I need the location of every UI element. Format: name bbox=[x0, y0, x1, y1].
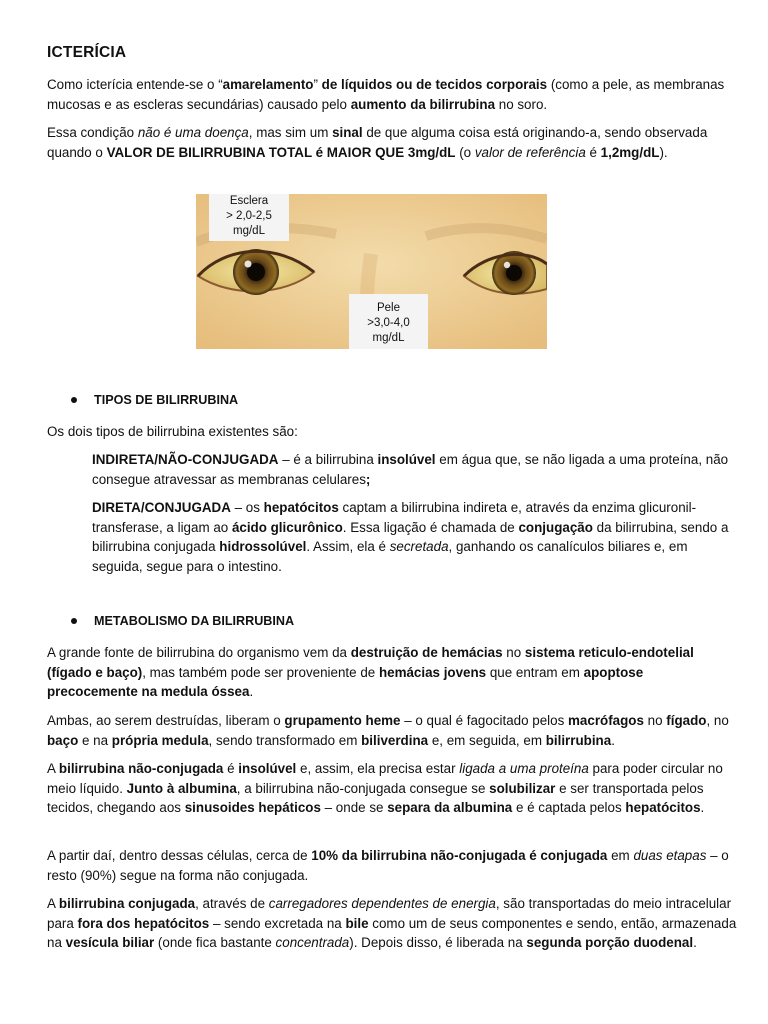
page-title: ICTERÍCIA bbox=[47, 44, 127, 61]
bold-text-run: 10% da bilirrubina não-conjugada é conjugada bbox=[311, 848, 608, 863]
metabolism-paragraph-1 bbox=[47, 643, 737, 702]
text-run: é bbox=[585, 144, 601, 160]
bold-text-run: grupamento heme bbox=[284, 713, 401, 728]
text-run: (onde fica bastante bbox=[154, 935, 276, 950]
text-run: (como a pele, as membranas mucosas e as escleras secundárias) causado pelo bbox=[47, 77, 725, 112]
text-run: no soro. bbox=[495, 96, 548, 112]
text-run: . bbox=[693, 935, 697, 950]
section-heading-tipos-text: TIPOS DE BILIRRUBINA bbox=[94, 393, 239, 407]
text-run: A bbox=[47, 761, 59, 776]
text-run: é bbox=[223, 761, 239, 776]
section-heading-metabolismo bbox=[70, 614, 294, 628]
text-run: , ganhando os canalículos biliares e, em seguida, segue para o intestino. bbox=[92, 539, 688, 574]
text-run: e na bbox=[78, 732, 112, 748]
text-run: , mas sim um bbox=[248, 125, 333, 140]
bold-text-run: baço bbox=[47, 732, 79, 748]
bold-text-run: hemácias jovens bbox=[378, 664, 487, 680]
bold-text-run: VALOR DE BILIRRUBINA TOTAL é MAIOR QUE 3mg/dL bbox=[106, 144, 456, 160]
sclera-label-unit: mg/dL bbox=[233, 225, 265, 237]
bullet-dot bbox=[71, 397, 77, 403]
section-heading-tipos bbox=[70, 393, 238, 407]
text-run: captam a bilirrubina indireta e, através da enzima glicuronil-transferase, a ligam ao bbox=[92, 500, 697, 535]
text-run: – é a bilirrubina bbox=[278, 452, 378, 467]
bold-text-run: hidrossolúvel bbox=[219, 539, 307, 554]
text-run: ” bbox=[313, 77, 322, 92]
skin-label-range: >3,0-4,0 bbox=[367, 317, 410, 329]
bold-text-run: macrófagos bbox=[568, 713, 644, 728]
text-run: que entram em bbox=[486, 664, 584, 680]
bold-text-run: destruição de hemácias bbox=[350, 645, 503, 660]
bold-text-run: ; bbox=[365, 471, 371, 487]
bold-text-run: fígado bbox=[666, 713, 707, 728]
skin-label-title: Pele bbox=[376, 302, 401, 314]
italic-text-run: carregadores dependentes de energia bbox=[268, 896, 496, 911]
bold-text-run: bilirrubina bbox=[545, 732, 612, 748]
skin-label-box bbox=[349, 294, 428, 349]
text-run: , no bbox=[706, 713, 729, 728]
section1-lead: Os dois tipos de bilirrubina existentes são: bbox=[47, 424, 298, 439]
text-run: e, assim, ela precisa estar bbox=[296, 761, 460, 776]
bold-text-run: conjugação bbox=[518, 519, 593, 535]
bold-text-run: ácido glicurônico bbox=[231, 519, 343, 535]
text-run: em bbox=[607, 848, 634, 863]
bold-text-run: DIRETA/CONJUGADA bbox=[92, 500, 231, 515]
section-heading-metabolismo-text: METABOLISMO DA BILIRRUBINA bbox=[94, 614, 295, 628]
intro-paragraph-1 bbox=[47, 75, 737, 114]
text-run: – o resto (90%) segue na forma não conjugada. bbox=[47, 848, 729, 883]
text-run: A grande fonte de bilirrubina do organismo vem da bbox=[47, 645, 351, 660]
text-run: (o bbox=[455, 144, 475, 160]
italic-text-run: não é uma doença bbox=[137, 125, 249, 140]
bold-text-run: hepatócitos bbox=[625, 800, 701, 815]
bold-text-run: bilirrubina não-conjugada bbox=[58, 761, 224, 776]
bold-text-run: insolúvel bbox=[377, 452, 436, 467]
text-run: Ambas, ao serem destruídas, liberam o bbox=[47, 713, 285, 728]
text-run: Como icterícia entende-se o “ bbox=[47, 77, 223, 92]
metabolism-paragraph-4 bbox=[47, 846, 737, 885]
text-run: , mas também pode ser proveniente de bbox=[142, 664, 379, 680]
text-run: da bilirrubina, sendo a bilirrubina conjugada bbox=[92, 519, 729, 554]
text-run: . Essa ligação é chamada de bbox=[342, 519, 519, 535]
text-run: no bbox=[502, 645, 525, 660]
sclera-label-title: Esclera bbox=[229, 195, 269, 207]
sclera-label-box bbox=[209, 194, 289, 241]
text-run: e ser transportada pelos tecidos, chegando aos bbox=[47, 780, 704, 815]
text-run: ). bbox=[659, 144, 668, 160]
text-run: , através de bbox=[195, 896, 269, 911]
text-run: – o qual é fagocitado pelos bbox=[400, 713, 569, 728]
text-run: , a bilirrubina não-conjugada consegue se bbox=[236, 780, 490, 796]
bold-text-run: bile bbox=[345, 915, 369, 931]
text-run: e é captada pelos bbox=[512, 800, 626, 815]
text-run: em água que, se não ligada a uma proteína, não consegue atravessar as membranas celulares bbox=[92, 452, 729, 487]
direta-definition bbox=[92, 498, 732, 576]
italic-text-run: valor de referência bbox=[474, 144, 586, 160]
bullet-dot bbox=[71, 618, 77, 624]
bold-text-run: sistema reticulo-endotelial (fígado e baço) bbox=[47, 645, 694, 680]
text-run: ). Depois disso, é liberada na bbox=[349, 935, 527, 950]
bold-text-run: própria medula bbox=[111, 732, 209, 748]
text-run: . bbox=[249, 684, 254, 699]
text-run: para poder circular no meio líquido. bbox=[47, 761, 723, 796]
text-run: – os bbox=[230, 500, 264, 515]
bold-text-run: fora dos hepatócitos bbox=[77, 915, 210, 931]
bold-text-run: de líquidos ou de tecidos corporais bbox=[321, 77, 548, 92]
bold-text-run: INDIRETA/NÃO-CONJUGADA bbox=[92, 452, 279, 467]
jaundice-eyes-image bbox=[196, 194, 547, 349]
bold-text-run: segunda porção duodenal bbox=[526, 935, 694, 950]
bold-text-run: vesícula biliar bbox=[65, 935, 155, 950]
sclera-label-range: > 2,0-2,5 bbox=[226, 210, 272, 222]
text-run: , sendo transformado em bbox=[208, 732, 362, 748]
italic-text-run: duas etapas bbox=[633, 848, 707, 863]
bold-text-run: bilirrubina conjugada bbox=[58, 896, 196, 911]
bold-text-run: solubilizar bbox=[489, 780, 556, 796]
bold-text-run: aumento da bilirrubina bbox=[350, 96, 496, 112]
text-run: A partir daí, dentro dessas células, cerca de bbox=[47, 848, 312, 863]
intro-paragraph-2 bbox=[47, 123, 737, 162]
text-run: . Assim, ela é bbox=[306, 539, 390, 554]
text-run: . bbox=[611, 732, 615, 748]
bold-text-run: Junto à albumina bbox=[126, 780, 237, 796]
metabolism-paragraph-2 bbox=[47, 711, 737, 750]
italic-text-run: secretada bbox=[389, 539, 449, 554]
bold-text-run: insolúvel bbox=[238, 761, 297, 776]
indireta-definition bbox=[92, 450, 732, 489]
text-run: , são transportadas do meio intracelular para bbox=[47, 896, 732, 931]
text-run: como um de seus componentes e sendo, então, armazenada na bbox=[47, 915, 737, 950]
bold-text-run: apoptose precocemente na medula óssea bbox=[47, 664, 644, 699]
bold-text-run: separa da albumina bbox=[387, 800, 513, 815]
metabolism-paragraph-3 bbox=[47, 759, 737, 818]
text-run: . bbox=[700, 800, 705, 815]
bold-text-run: hepatócitos bbox=[263, 500, 339, 515]
italic-text-run: concentrada bbox=[275, 935, 350, 950]
bold-text-run: amarelamento bbox=[222, 77, 314, 92]
bold-text-run: sinusoides hepáticos bbox=[184, 800, 321, 815]
bold-text-run: 1,2mg/dL bbox=[600, 144, 660, 160]
text-run: – onde se bbox=[320, 800, 388, 815]
text-run: Essa condição bbox=[47, 125, 138, 140]
text-run: de que alguma coisa está originando-a, sendo observada quando o bbox=[47, 125, 708, 160]
skin-label-unit: mg/dL bbox=[372, 332, 405, 344]
text-run: A bbox=[47, 896, 59, 911]
text-run: no bbox=[643, 713, 667, 728]
italic-text-run: ligada a uma proteína bbox=[459, 761, 589, 776]
metabolism-paragraph-5 bbox=[47, 894, 737, 953]
text-run: – sendo excretada na bbox=[209, 915, 346, 931]
bold-text-run: biliverdina bbox=[361, 732, 429, 748]
bold-text-run: sinal bbox=[332, 125, 363, 140]
text-run: e, em seguida, em bbox=[428, 732, 546, 748]
